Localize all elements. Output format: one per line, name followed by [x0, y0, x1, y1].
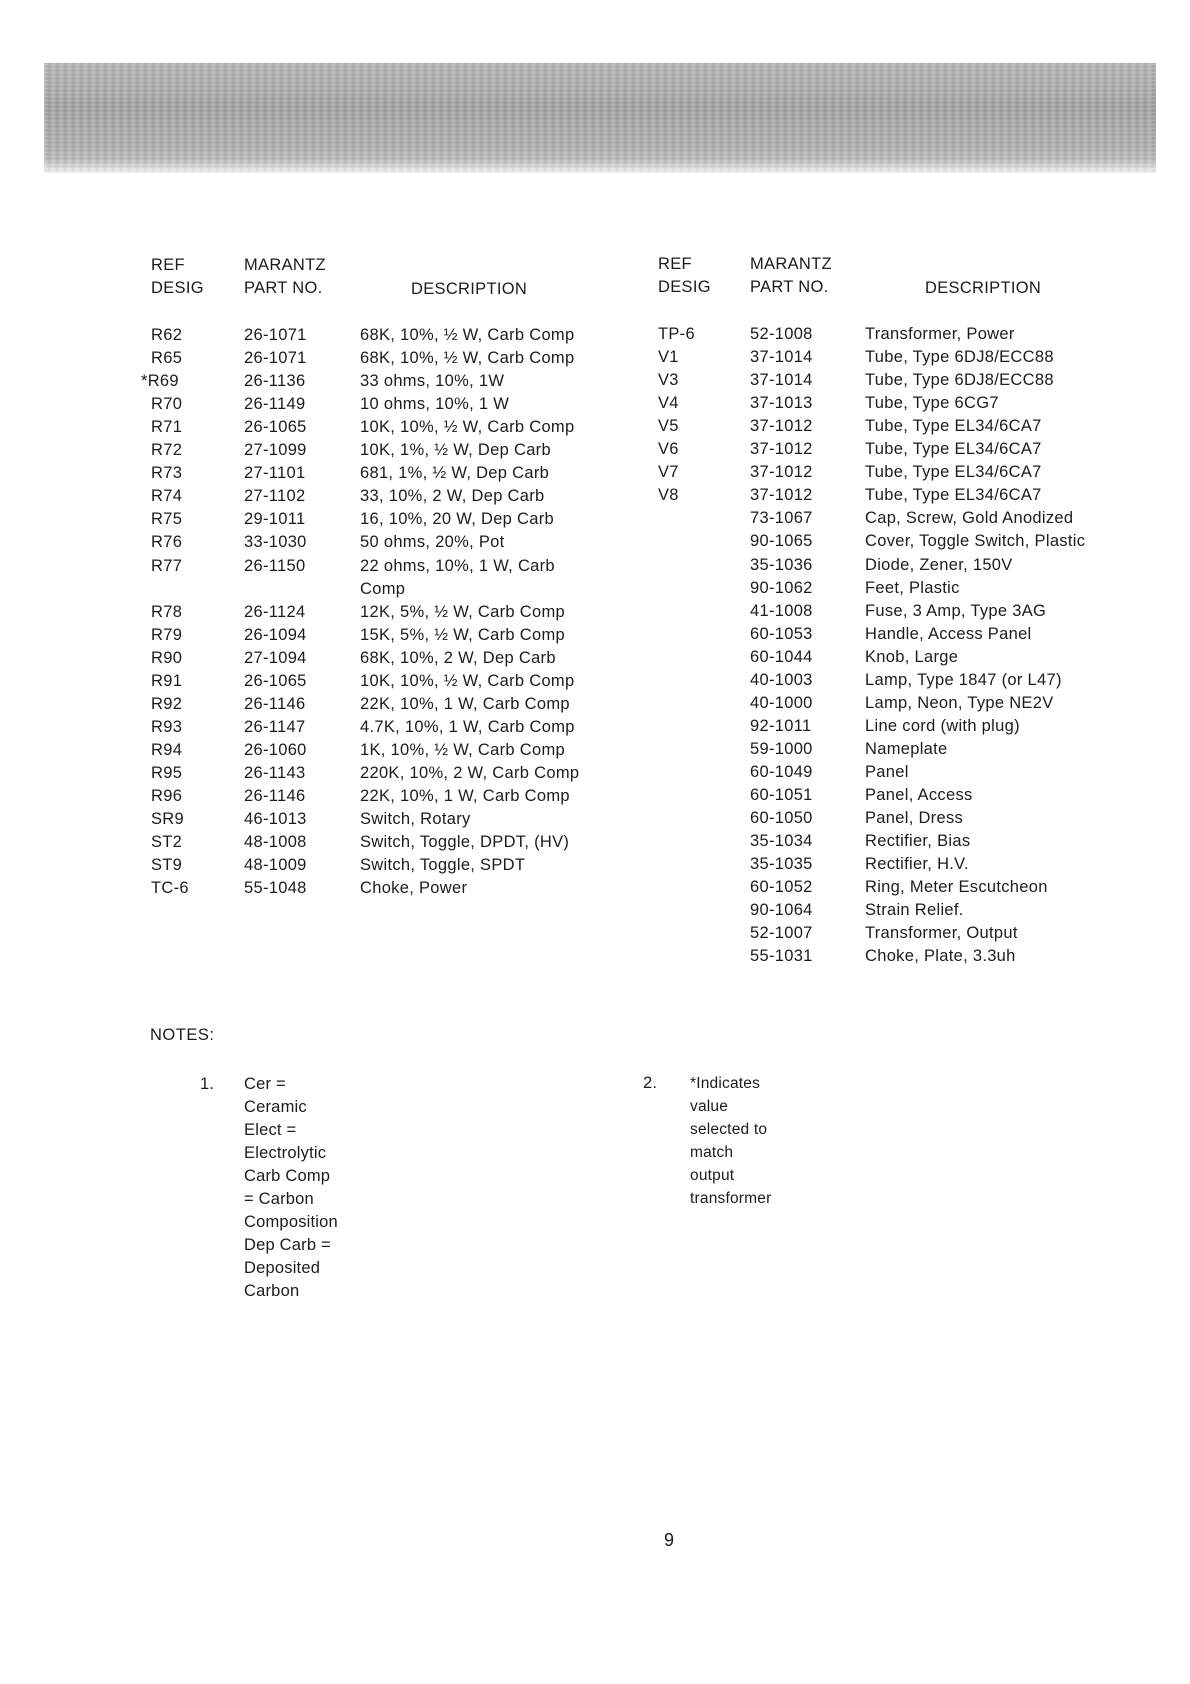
part-number-cell: 46-1013: [244, 810, 307, 829]
note-1-number: 1.: [200, 1075, 215, 1093]
note-1-line: Elect = Electrolytic: [244, 1121, 327, 1162]
description-cell: 22K, 10%, 1 W, Carb Comp: [360, 787, 570, 805]
description-cell: Handle, Access Panel: [865, 624, 1032, 643]
description-cell: Cover, Toggle Switch, Plastic: [865, 532, 1086, 551]
description-cell: 50 ohms, 20%, Pot: [360, 533, 505, 552]
note-2-line: transformer: [690, 1190, 772, 1207]
description-cell: Line cord (with plug): [865, 716, 1020, 735]
description-cell: Switch, Rotary: [360, 810, 471, 829]
note-2-text: [690, 1072, 771, 1210]
part-number-cell: 92-1011: [750, 716, 812, 735]
note-1-line: Dep Carb = Deposited Carbon: [244, 1236, 331, 1300]
note-1-line: Carb Comp = Carbon Composition: [244, 1167, 338, 1231]
ref-cell: ST9: [151, 856, 183, 875]
ref-cell: R79: [151, 625, 183, 644]
description-cell: Feet, Plastic: [865, 578, 960, 597]
part-header: [244, 256, 326, 298]
part-number-cell: 33-1030: [244, 533, 307, 552]
ref-cell: V6: [658, 440, 679, 459]
ref-cell: R75: [151, 510, 183, 529]
description-cell: 68K, 10%, ½ W, Carb Comp: [360, 349, 575, 368]
ref-cell: R65: [151, 349, 183, 368]
note-1-text: [244, 1073, 338, 1303]
ref-cell: R95: [151, 763, 183, 782]
description-cell: 10K, 1%, ½ W, Dep Carb: [360, 441, 551, 460]
header-banner: [44, 63, 1156, 173]
part-number-cell: 60-1050: [750, 809, 813, 828]
part-number-cell: 55-1048: [244, 879, 307, 898]
description-cell: Panel, Access: [865, 786, 973, 804]
part-number-cell: 48-1008: [244, 833, 307, 852]
description-cell: Tube, Type EL34/6CA7: [865, 440, 1042, 459]
part-number-cell: 27-1094: [244, 648, 307, 667]
part-number-cell: 27-1102: [244, 487, 306, 506]
part-number-cell: 37-1013: [750, 394, 813, 413]
description-cell: Tube, Type EL34/6CA7: [865, 417, 1042, 436]
part-number-cell: 37-1014: [750, 348, 813, 367]
description-cell: Transformer, Power: [865, 325, 1015, 343]
part-number-cell: 37-1014: [750, 371, 813, 390]
part-number-cell: 60-1052: [750, 878, 813, 897]
description-cell: 681, 1%, ½ W, Dep Carb: [360, 464, 550, 483]
part-header-line1: MARANTZ: [750, 255, 832, 273]
ref-cell: V7: [658, 463, 679, 482]
part-header-line1: MARANTZ: [244, 256, 326, 274]
part-number-cell: 27-1101: [244, 464, 306, 483]
description-cell: 68K, 10%, 2 W, Dep Carb: [360, 648, 556, 667]
part-number-cell: 52-1007: [750, 924, 813, 943]
description-cell: Tube, Type 6DJ8/ECC88: [865, 348, 1054, 367]
part-number-cell: 40-1000: [750, 693, 813, 712]
part-number-cell: 26-1124: [244, 602, 306, 621]
part-number-cell: 37-1012: [750, 417, 813, 436]
description-cell: 4.7K, 10%, 1 W, Carb Comp: [360, 717, 575, 736]
description-cell: Tube, Type 6CG7: [865, 394, 999, 413]
description-cell: Nameplate: [865, 739, 948, 758]
part-number-cell: 26-1146: [244, 787, 306, 805]
part-number-cell: 26-1146: [244, 694, 306, 713]
description-cell: 68K, 10%, ½ W, Carb Comp: [360, 326, 575, 344]
description-cell: Strain Relief.: [865, 901, 964, 920]
ref-cell: R73: [151, 464, 183, 483]
part-number-cell: 90-1065: [750, 532, 813, 551]
part-number-cell: 26-1094: [244, 625, 307, 644]
description-cell: 10 ohms, 10%, 1 W: [360, 395, 510, 414]
ref-header: [658, 255, 711, 297]
description-cell: Diode, Zener, 150V: [865, 555, 1013, 574]
ref-cell: V3: [658, 371, 679, 390]
description-cell: Choke, Power: [360, 879, 468, 898]
part-number-cell: 60-1044: [750, 647, 813, 666]
part-number-cell: 35-1035: [750, 855, 813, 874]
ref-cell: R71: [151, 418, 183, 437]
desc-header: DESCRIPTION: [925, 279, 1042, 297]
part-number-cell: 41-1008: [750, 601, 813, 620]
description-cell: Tube, Type 6DJ8/ECC88: [865, 371, 1054, 390]
note-2-line: *Indicates value selected to match output: [690, 1075, 768, 1184]
note-1-line: Cer = Ceramic: [244, 1075, 307, 1116]
description-cell: Transformer, Output: [865, 924, 1018, 943]
notes-title: NOTES:: [150, 1026, 215, 1044]
part-number-cell: 60-1049: [750, 762, 813, 781]
description-cell: Rectifier, H.V.: [865, 855, 969, 874]
description-cell: Switch, Toggle, SPDT: [360, 856, 526, 875]
part-number-cell: 60-1053: [750, 624, 813, 643]
part-number-cell: 26-1150: [244, 556, 306, 575]
description-cell: 15K, 5%, ½ W, Carb Comp: [360, 625, 565, 644]
ref-cell: R72: [151, 441, 183, 460]
part-number-cell: 90-1064: [750, 901, 813, 920]
part-number-cell: 52-1008: [750, 325, 813, 343]
ref-cell: R90: [151, 648, 183, 667]
description-cell: 22K, 10%, 1 W, Carb Comp: [360, 694, 570, 713]
desc-header: DESCRIPTION: [411, 280, 528, 298]
description-cell: Tube, Type EL34/6CA7: [865, 463, 1042, 482]
description-cell: Knob, Large: [865, 647, 959, 666]
description-cell: 16, 10%, 20 W, Dep Carb: [360, 510, 554, 529]
part-number-cell: 26-1143: [244, 763, 306, 782]
ref-cell: *R69: [141, 372, 179, 391]
part-number-cell: 26-1147: [244, 717, 306, 736]
page-number: 9: [664, 1530, 675, 1550]
part-number-cell: 26-1065: [244, 671, 307, 690]
description-cell: Fuse, 3 Amp, Type 3AG: [865, 601, 1047, 620]
ref-header-line1: REF: [658, 255, 692, 273]
ref-cell: R70: [151, 395, 183, 414]
part-number-cell: 26-1136: [244, 372, 306, 391]
part-number-cell: 26-1149: [244, 395, 306, 414]
ref-cell: R78: [151, 602, 183, 621]
note-2-number: 2.: [643, 1074, 658, 1092]
part-number-cell: 26-1071: [244, 349, 307, 368]
part-number-cell: 35-1034: [750, 832, 813, 851]
part-number-cell: 48-1009: [244, 856, 307, 875]
ref-cell: V5: [658, 417, 679, 436]
ref-cell: TC-6: [151, 879, 189, 898]
description-cell: 33, 10%, 2 W, Dep Carb: [360, 487, 545, 506]
ref-cell: ST2: [151, 833, 183, 852]
description-cell: 22 ohms, 10%, 1 W, Carb: [360, 556, 555, 575]
description-cell: 10K, 10%, ½ W, Carb Comp: [360, 418, 575, 437]
description-cell: Choke, Plate, 3.3uh: [865, 947, 1016, 966]
part-number-cell: 27-1099: [244, 441, 307, 460]
ref-cell: R74: [151, 487, 183, 506]
description-cell: Panel: [865, 762, 909, 781]
description-cell: Lamp, Neon, Type NE2V: [865, 693, 1054, 712]
description-cell: 10K, 10%, ½ W, Carb Comp: [360, 671, 575, 690]
ref-cell: R94: [151, 740, 183, 759]
part-header-line2: PART NO.: [750, 278, 829, 296]
description-cell: Ring, Meter Escutcheon: [865, 878, 1048, 897]
part-number-cell: 29-1011: [244, 510, 306, 529]
ref-cell: R62: [151, 326, 183, 344]
ref-cell: R96: [151, 787, 183, 805]
part-number-cell: 26-1071: [244, 326, 307, 344]
part-number-cell: 37-1012: [750, 486, 813, 505]
ref-header-line2: DESIG: [151, 279, 204, 297]
part-number-cell: 40-1003: [750, 670, 813, 689]
ref-cell: V4: [658, 394, 679, 413]
ref-cell: V1: [658, 348, 679, 367]
description-cell: 33 ohms, 10%, 1W: [360, 372, 505, 391]
description-cell: Panel, Dress: [865, 809, 964, 828]
ref-header-line1: REF: [151, 256, 185, 274]
description-cell: Tube, Type EL34/6CA7: [865, 486, 1042, 505]
part-number-cell: 59-1000: [750, 739, 813, 758]
description-cell: Rectifier, Bias: [865, 832, 971, 851]
part-number-cell: 60-1051: [750, 786, 813, 804]
ref-cell: R76: [151, 533, 183, 552]
ref-cell: V8: [658, 486, 679, 505]
part-number-cell: 26-1060: [244, 740, 307, 759]
part-number-cell: 55-1031: [750, 947, 813, 966]
description-cell: Comp: [360, 579, 406, 598]
ref-header-line2: DESIG: [658, 278, 711, 296]
ref-cell: R92: [151, 694, 183, 713]
ref-header: [151, 256, 204, 298]
description-cell: 1K, 10%, ½ W, Carb Comp: [360, 740, 565, 759]
description-cell: Switch, Toggle, DPDT, (HV): [360, 833, 570, 852]
description-cell: 220K, 10%, 2 W, Carb Comp: [360, 763, 580, 782]
ref-cell: R93: [151, 717, 183, 736]
part-number-cell: 37-1012: [750, 463, 813, 482]
ref-cell: TP-6: [658, 325, 695, 343]
part-number-cell: 35-1036: [750, 555, 813, 574]
part-header-line2: PART NO.: [244, 279, 323, 297]
description-cell: Lamp, Type 1847 (or L47): [865, 670, 1062, 689]
description-cell: Cap, Screw, Gold Anodized: [865, 509, 1074, 528]
ref-cell: SR9: [151, 810, 184, 829]
part-number-cell: 37-1012: [750, 440, 813, 459]
part-number-cell: 90-1062: [750, 578, 813, 597]
part-number-cell: 73-1067: [750, 509, 813, 528]
description-cell: 12K, 5%, ½ W, Carb Comp: [360, 602, 565, 621]
part-header: [750, 255, 832, 297]
part-number-cell: 26-1065: [244, 418, 307, 437]
ref-cell: R91: [151, 671, 183, 690]
ref-cell: R77: [151, 556, 183, 575]
